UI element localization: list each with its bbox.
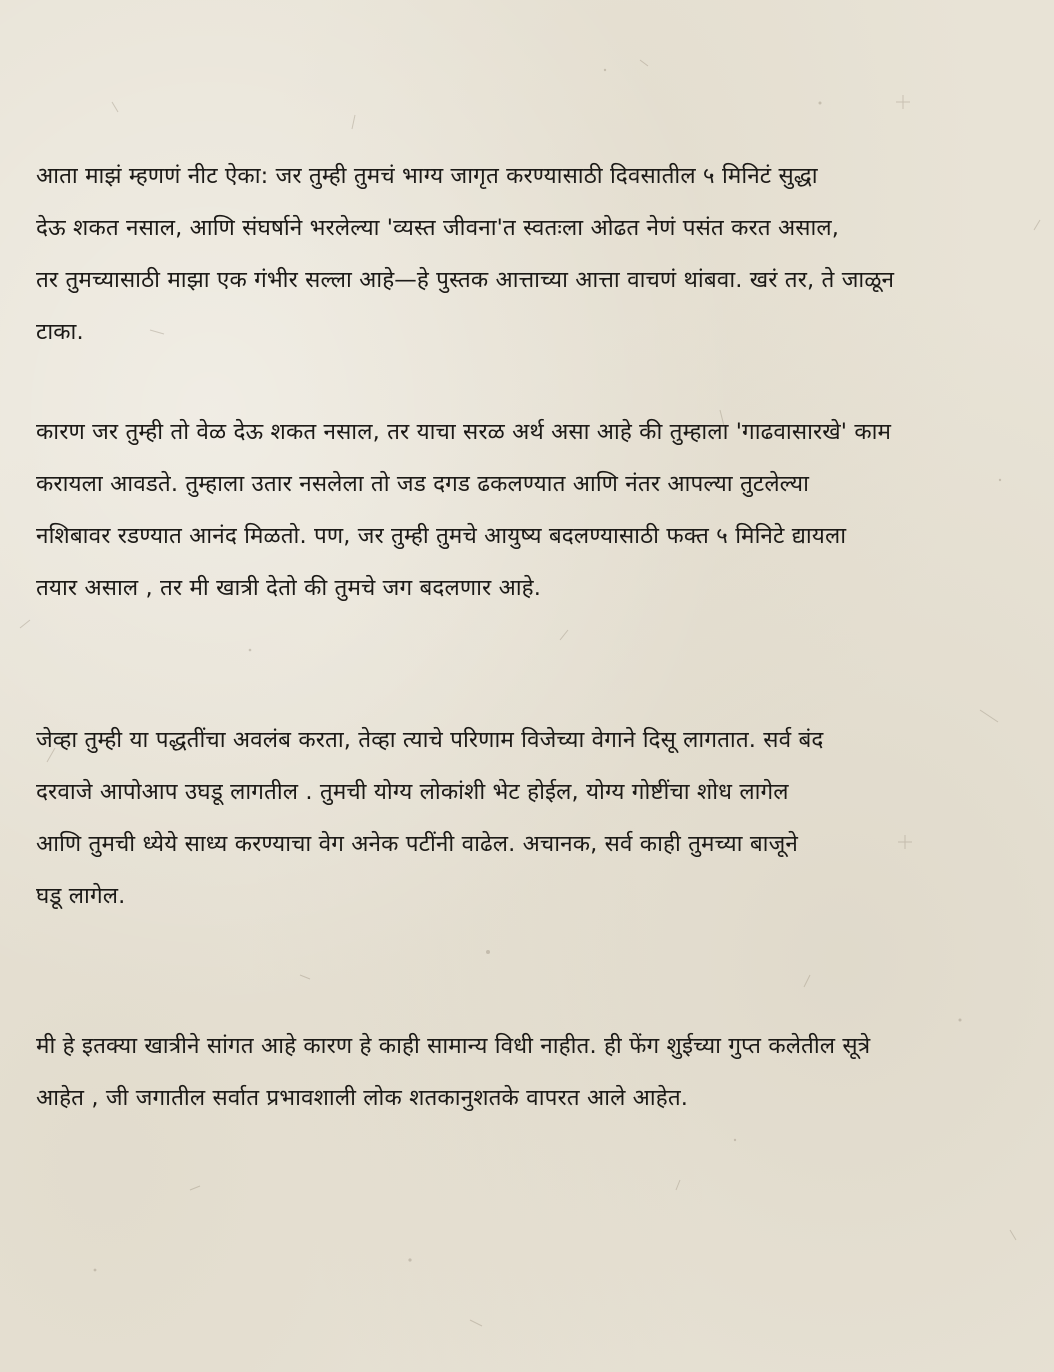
text-line: आता माझं म्हणणं नीट ऐका: जर तुम्ही तुमचं भाग्य जागृत करण्यासाठी दिवसातील ५ मिनिटं सुद्धा	[36, 163, 818, 189]
text-line: आणि तुमची ध्येये साध्य करण्याचा वेग अनेक पटींनी वाढेल. अचानक, सर्व काही तुमच्या बाजूने	[36, 831, 798, 857]
text-line: तयार असाल , तर मी खात्री देतो की तुमचे जग बदलणार आहे.	[36, 575, 541, 601]
text-line: दरवाजे आपोआप उघडू लागतील . तुमची योग्य लोकांशी भेट होईल, योग्य गोष्टींचा शोध लागेल	[36, 779, 789, 805]
text-line: मी हे इतक्या खात्रीने सांगत आहे कारण हे काही सामान्य विधी नाहीत. ही फेंग शुईच्या गुप्त कलेतील सूत्रे	[36, 1033, 871, 1059]
text-line: करायला आवडते. तुम्हाला उतार नसलेला तो जड दगड ढकलण्यात आणि नंतर आपल्या तुटलेल्या	[36, 471, 810, 497]
text-line: तर तुमच्यासाठी माझा एक गंभीर सल्ला आहे—हे पुस्तक आत्ताच्या आत्ता वाचणं थांबवा. खरं तर, ते जाळून	[36, 267, 895, 293]
text-line: देऊ शकत नसाल, आणि संघर्षाने भरलेल्या 'व्यस्त जीवना'त स्वतःला ओढत नेणं पसंत करत असाल,	[36, 215, 839, 241]
paragraph-1	[36, 150, 1016, 358]
text-line: कारण जर तुम्ही तो वेळ देऊ शकत नसाल, तर याचा सरळ अर्थ असा आहे की तुम्हाला 'गाढवासारखे' काम	[36, 419, 892, 445]
paragraph-3	[36, 714, 1016, 922]
paragraph-4	[36, 1020, 1016, 1124]
text-line: घडू लागेल.	[36, 883, 126, 909]
text-line: जेव्हा तुम्ही या पद्धतींचा अवलंब करता, तेव्हा त्याचे परिणाम विजेच्या वेगाने दिसू लागतात. सर्व बंद	[36, 727, 824, 753]
text-line: नशिबावर रडण्यात आनंद मिळतो. पण, जर तुम्ही तुमचे आयुष्य बदलण्यासाठी फक्त ५ मिनिटे द्यायला	[36, 523, 847, 549]
text-line: आहेत , जी जगातील सर्वात प्रभावशाली लोक शतकानुशतके वापरत आले आहेत.	[36, 1085, 689, 1111]
text-line: टाका.	[36, 319, 84, 345]
paragraph-2	[36, 406, 1016, 614]
